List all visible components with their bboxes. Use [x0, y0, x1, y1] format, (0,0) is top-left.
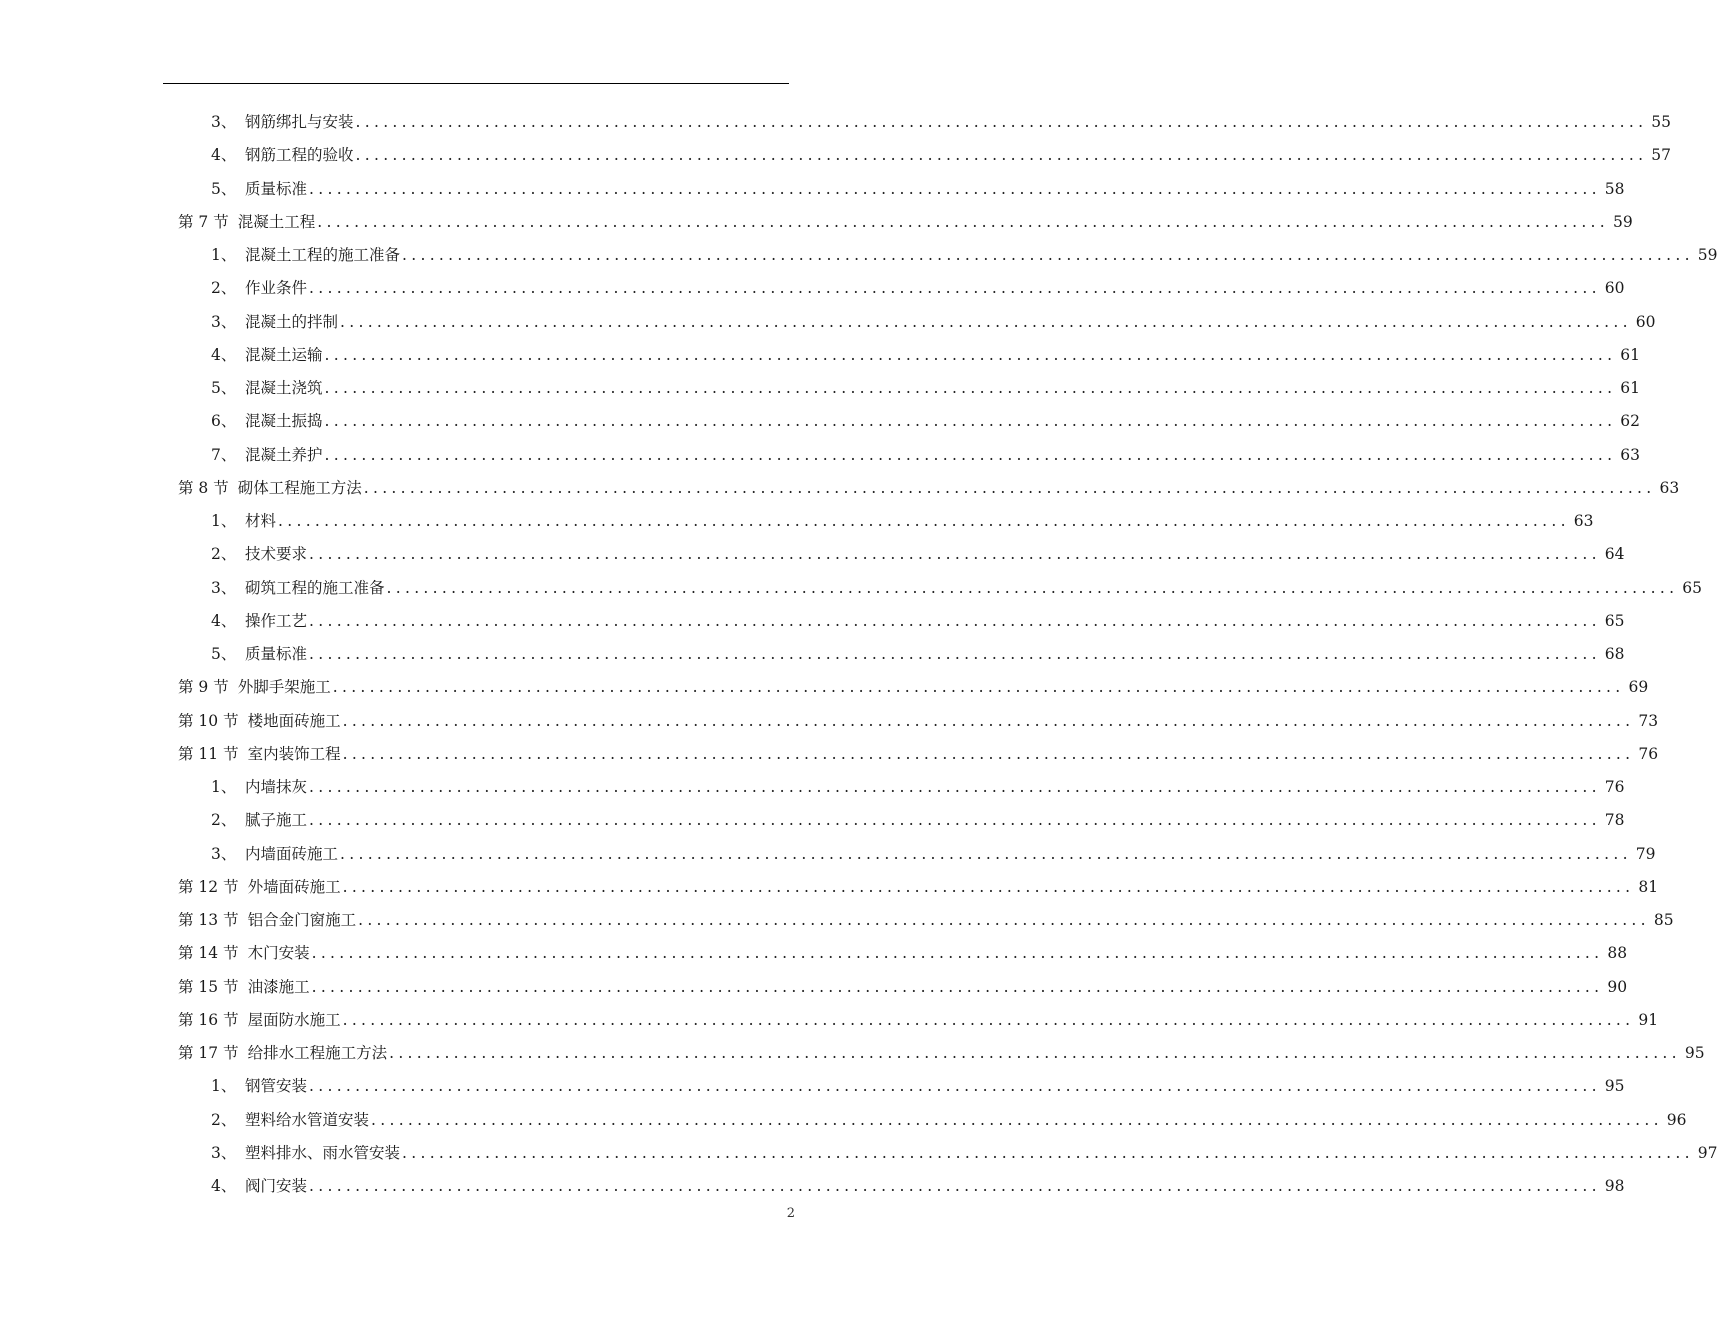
toc-entry-page: 88: [1607, 944, 1628, 963]
header-rule: [163, 83, 789, 84]
toc-dot-leader: ............................................................................................................................................: [309, 645, 1601, 663]
toc-subsection-entry[interactable]: [211, 1070, 1625, 1103]
toc-entry-title: 内墙面砖施工: [245, 844, 339, 863]
toc-section-entry[interactable]: [178, 472, 1680, 505]
toc-entry-number: 第 10 节: [178, 711, 239, 730]
toc-dot-leader: ............................................................................................................................................: [358, 911, 1650, 929]
toc-dot-leader: ............................................................................................................................................: [324, 379, 1617, 397]
toc-entry-number: 1、: [211, 1077, 237, 1096]
toc-dot-leader: ............................................................................................................................................: [278, 512, 1570, 530]
toc-dot-leader: ............................................................................................................................................: [340, 844, 1632, 863]
toc-entry-title: 塑料给水管道安装: [245, 1110, 370, 1129]
toc-entry-number: 3、: [211, 1143, 237, 1162]
toc-subsection-entry[interactable]: [211, 1104, 1687, 1137]
toc-subsection-entry[interactable]: [211, 572, 1703, 605]
toc-dot-leader: ............................................................................................................................................: [324, 445, 1617, 464]
toc-entry-title: 作业条件: [245, 279, 308, 298]
toc-dot-leader: ............................................................................................................................................: [386, 578, 1679, 597]
toc-subsection-entry[interactable]: [211, 1137, 1718, 1170]
toc-entry-title: 混凝土的拌制: [245, 312, 339, 331]
toc-entry-page: 81: [1638, 877, 1659, 896]
toc-entry-title: 铝合金门窗施工: [247, 911, 357, 929]
toc-entry-title: 质量标准: [245, 645, 308, 663]
toc-entry-page: 76: [1638, 744, 1659, 763]
toc-entry-page: 59: [1613, 212, 1633, 231]
toc-section-entry[interactable]: [178, 937, 1628, 970]
toc-dot-leader: ............................................................................................................................................: [309, 279, 1601, 298]
toc-dot-leader: ............................................................................................................................................: [342, 1010, 1635, 1029]
toc-entry-title: 材料: [245, 512, 277, 530]
toc-section-entry[interactable]: [178, 904, 1674, 937]
toc-subsection-entry[interactable]: [211, 239, 1718, 272]
toc-entry-number: 4、: [211, 1177, 237, 1195]
toc-entry-page: 76: [1604, 778, 1625, 796]
toc-entry-page: 96: [1666, 1110, 1687, 1129]
toc-entry-title: 阀门安装: [245, 1177, 308, 1195]
toc-dot-leader: ............................................................................................................................................: [402, 246, 1694, 264]
toc-entry-title: 钢筋绑扎与安装: [245, 113, 354, 131]
toc-entry-title: 操作工艺: [245, 611, 308, 630]
toc-dot-leader: ............................................................................................................................................: [309, 1077, 1601, 1096]
toc-entry-number: 第 8 节: [178, 478, 229, 497]
toc-dot-leader: ............................................................................................................................................: [324, 412, 1617, 431]
toc-entry-title: 技术要求: [245, 545, 308, 564]
toc-entry-title: 钢筋工程的验收: [245, 146, 354, 165]
toc-subsection-entry[interactable]: [211, 838, 1656, 871]
toc-entry-page: 85: [1653, 911, 1674, 929]
toc-entry-page: 63: [1573, 512, 1594, 530]
toc-entry-number: 第 17 节: [178, 1044, 239, 1062]
toc-subsection-entry[interactable]: [211, 106, 1672, 139]
toc-subsection-entry[interactable]: [211, 538, 1625, 571]
toc-entry-page: 63: [1659, 478, 1680, 497]
toc-entry-page: 98: [1604, 1177, 1625, 1195]
toc-entry-title: 混凝土养护: [245, 445, 323, 464]
toc-entry-title: 砌体工程施工方法: [237, 478, 362, 497]
toc-entry-number: 6、: [211, 412, 237, 431]
toc-entry-title: 外脚手架施工: [237, 678, 331, 697]
toc-entry-title: 木门安装: [247, 944, 310, 963]
toc-entry-title: 质量标准: [245, 179, 308, 198]
toc-entry-page: 57: [1651, 146, 1672, 165]
toc-dot-leader: ............................................................................................................................................: [355, 113, 1648, 131]
toc-entry-number: 第 9 节: [178, 678, 229, 697]
toc-dot-leader: ............................................................................................................................................: [309, 811, 1601, 830]
toc-entry-number: 2、: [211, 1110, 237, 1129]
toc-subsection-entry[interactable]: [211, 139, 1672, 172]
toc-entry-number: 1、: [211, 246, 237, 264]
toc-entry-page: 61: [1620, 379, 1641, 397]
toc-entry-page: 62: [1620, 412, 1641, 431]
toc-subsection-entry[interactable]: [211, 439, 1641, 472]
toc-dot-leader: ............................................................................................................................................: [309, 1177, 1601, 1195]
toc-entry-title: 外墙面砖施工: [247, 877, 341, 896]
toc-subsection-entry[interactable]: [211, 306, 1656, 339]
toc-dot-leader: ............................................................................................................................................: [324, 345, 1617, 364]
toc-subsection-entry[interactable]: [211, 339, 1641, 372]
toc-dot-leader: ............................................................................................................................................: [363, 478, 1656, 497]
toc-entry-title: 混凝土工程: [237, 212, 316, 231]
toc-subsection-entry[interactable]: [211, 272, 1625, 305]
toc-subsection-entry[interactable]: [211, 372, 1641, 405]
toc-entry-page: 78: [1604, 811, 1625, 830]
toc-entry-number: 4、: [211, 146, 237, 165]
toc-entry-title: 楼地面砖施工: [247, 711, 341, 730]
toc-entry-number: 2、: [211, 811, 237, 830]
toc-entry-page: 65: [1682, 578, 1703, 597]
toc-entry-number: 第 13 节: [178, 911, 239, 929]
toc-entry-title: 油漆施工: [247, 977, 310, 996]
toc-entry-number: 第 14 节: [178, 944, 239, 963]
toc-section-entry[interactable]: [178, 871, 1659, 904]
toc-entry-number: 3、: [211, 113, 237, 131]
toc-dot-leader: ............................................................................................................................................: [342, 711, 1635, 730]
toc-dot-leader: ............................................................................................................................................: [342, 744, 1635, 763]
toc-entry-number: 1、: [211, 778, 237, 796]
toc-entry-title: 给排水工程施工方法: [247, 1044, 388, 1062]
toc-entry-page: 61: [1620, 345, 1641, 364]
toc-entry-number: 3、: [211, 844, 237, 863]
toc-entry-page: 95: [1604, 1077, 1625, 1096]
toc-entry-title: 腻子施工: [245, 811, 308, 830]
toc-entry-page: 97: [1697, 1143, 1718, 1162]
toc-entry-number: 4、: [211, 611, 237, 630]
toc-entry-page: 91: [1638, 1010, 1659, 1029]
toc-entry-number: 3、: [211, 312, 237, 331]
toc-entry-page: 79: [1635, 844, 1656, 863]
toc-entry-page: 65: [1604, 611, 1625, 630]
toc-section-entry[interactable]: [178, 206, 1633, 239]
toc-entry-title: 混凝土振捣: [245, 412, 323, 431]
toc-section-entry[interactable]: [178, 1037, 1705, 1070]
toc-entry-title: 室内装饰工程: [247, 744, 341, 763]
toc-entry-page: 59: [1697, 246, 1718, 264]
toc-dot-leader: ............................................................................................................................................: [389, 1044, 1681, 1062]
toc-dot-leader: ............................................................................................................................................: [317, 212, 1610, 231]
toc-subsection-entry[interactable]: [211, 638, 1625, 671]
toc-entry-page: 55: [1651, 113, 1672, 131]
toc-subsection-entry[interactable]: [211, 804, 1625, 837]
toc-subsection-entry[interactable]: [211, 771, 1625, 804]
toc-entry-number: 7、: [211, 445, 237, 464]
toc-dot-leader: ............................................................................................................................................: [342, 877, 1635, 896]
toc-entry-number: 5、: [211, 379, 237, 397]
toc-entry-number: 第 15 节: [178, 977, 239, 996]
toc-section-entry[interactable]: [178, 971, 1628, 1004]
toc-entry-number: 1、: [211, 512, 237, 530]
toc-entry-number: 2、: [211, 545, 237, 564]
toc-section-entry[interactable]: [178, 671, 1649, 704]
toc-entry-page: 73: [1638, 711, 1659, 730]
toc-subsection-entry[interactable]: [211, 505, 1594, 538]
toc-dot-leader: ............................................................................................................................................: [309, 778, 1601, 796]
toc-entry-page: 64: [1604, 545, 1625, 564]
toc-entry-title: 混凝土工程的施工准备: [245, 246, 401, 264]
toc-section-entry[interactable]: [178, 705, 1659, 738]
toc-dot-leader: ............................................................................................................................................: [371, 1110, 1663, 1129]
toc-dot-leader: ............................................................................................................................................: [340, 312, 1632, 331]
toc-dot-leader: ............................................................................................................................................: [309, 545, 1601, 564]
toc-entry-title: 塑料排水、雨水管安装: [245, 1143, 401, 1162]
toc-dot-leader: ............................................................................................................................................: [311, 944, 1604, 963]
toc-dot-leader: ............................................................................................................................................: [309, 179, 1601, 198]
toc-entry-title: 混凝土浇筑: [245, 379, 323, 397]
toc-entry-page: 60: [1635, 312, 1656, 331]
toc-subsection-entry[interactable]: [211, 1170, 1625, 1203]
toc-entry-title: 屋面防水施工: [247, 1010, 341, 1029]
toc-entry-number: 4、: [211, 345, 237, 364]
toc-entry-page: 68: [1604, 645, 1625, 663]
toc-entry-page: 90: [1607, 977, 1628, 996]
toc-entry-page: 60: [1604, 279, 1625, 298]
toc-entry-title: 混凝土运输: [245, 345, 323, 364]
toc-dot-leader: ............................................................................................................................................: [332, 678, 1625, 697]
toc-dot-leader: ............................................................................................................................................: [355, 146, 1648, 165]
toc-subsection-entry[interactable]: [211, 405, 1641, 438]
toc-entry-page: 69: [1628, 678, 1649, 697]
toc-entry-number: 5、: [211, 645, 237, 663]
toc-subsection-entry[interactable]: [211, 173, 1625, 206]
toc-entry-number: 第 12 节: [178, 877, 239, 896]
toc-entry-number: 第 11 节: [178, 744, 239, 763]
toc-entry-page: 58: [1604, 179, 1625, 198]
toc-entry-number: 第 7 节: [178, 212, 229, 231]
page-number: 2: [786, 1206, 795, 1221]
toc-entry-title: 内墙抹灰: [245, 778, 308, 796]
toc-entry-number: 5、: [211, 179, 237, 198]
toc-entry-page: 95: [1684, 1044, 1705, 1062]
toc-entry-title: 钢管安装: [245, 1077, 308, 1096]
toc-entry-title: 砌筑工程的施工准备: [245, 578, 385, 597]
toc-dot-leader: ............................................................................................................................................: [311, 977, 1604, 996]
toc-dot-leader: ............................................................................................................................................: [402, 1143, 1694, 1162]
toc-section-entry[interactable]: [178, 1004, 1659, 1037]
toc-section-entry[interactable]: [178, 738, 1659, 771]
toc-entry-page: 63: [1620, 445, 1641, 464]
toc-subsection-entry[interactable]: [211, 605, 1625, 638]
toc-entry-number: 3、: [211, 578, 237, 597]
toc-entry-number: 第 16 节: [178, 1010, 239, 1029]
toc-dot-leader: ............................................................................................................................................: [309, 611, 1601, 630]
toc-entry-number: 2、: [211, 279, 237, 298]
